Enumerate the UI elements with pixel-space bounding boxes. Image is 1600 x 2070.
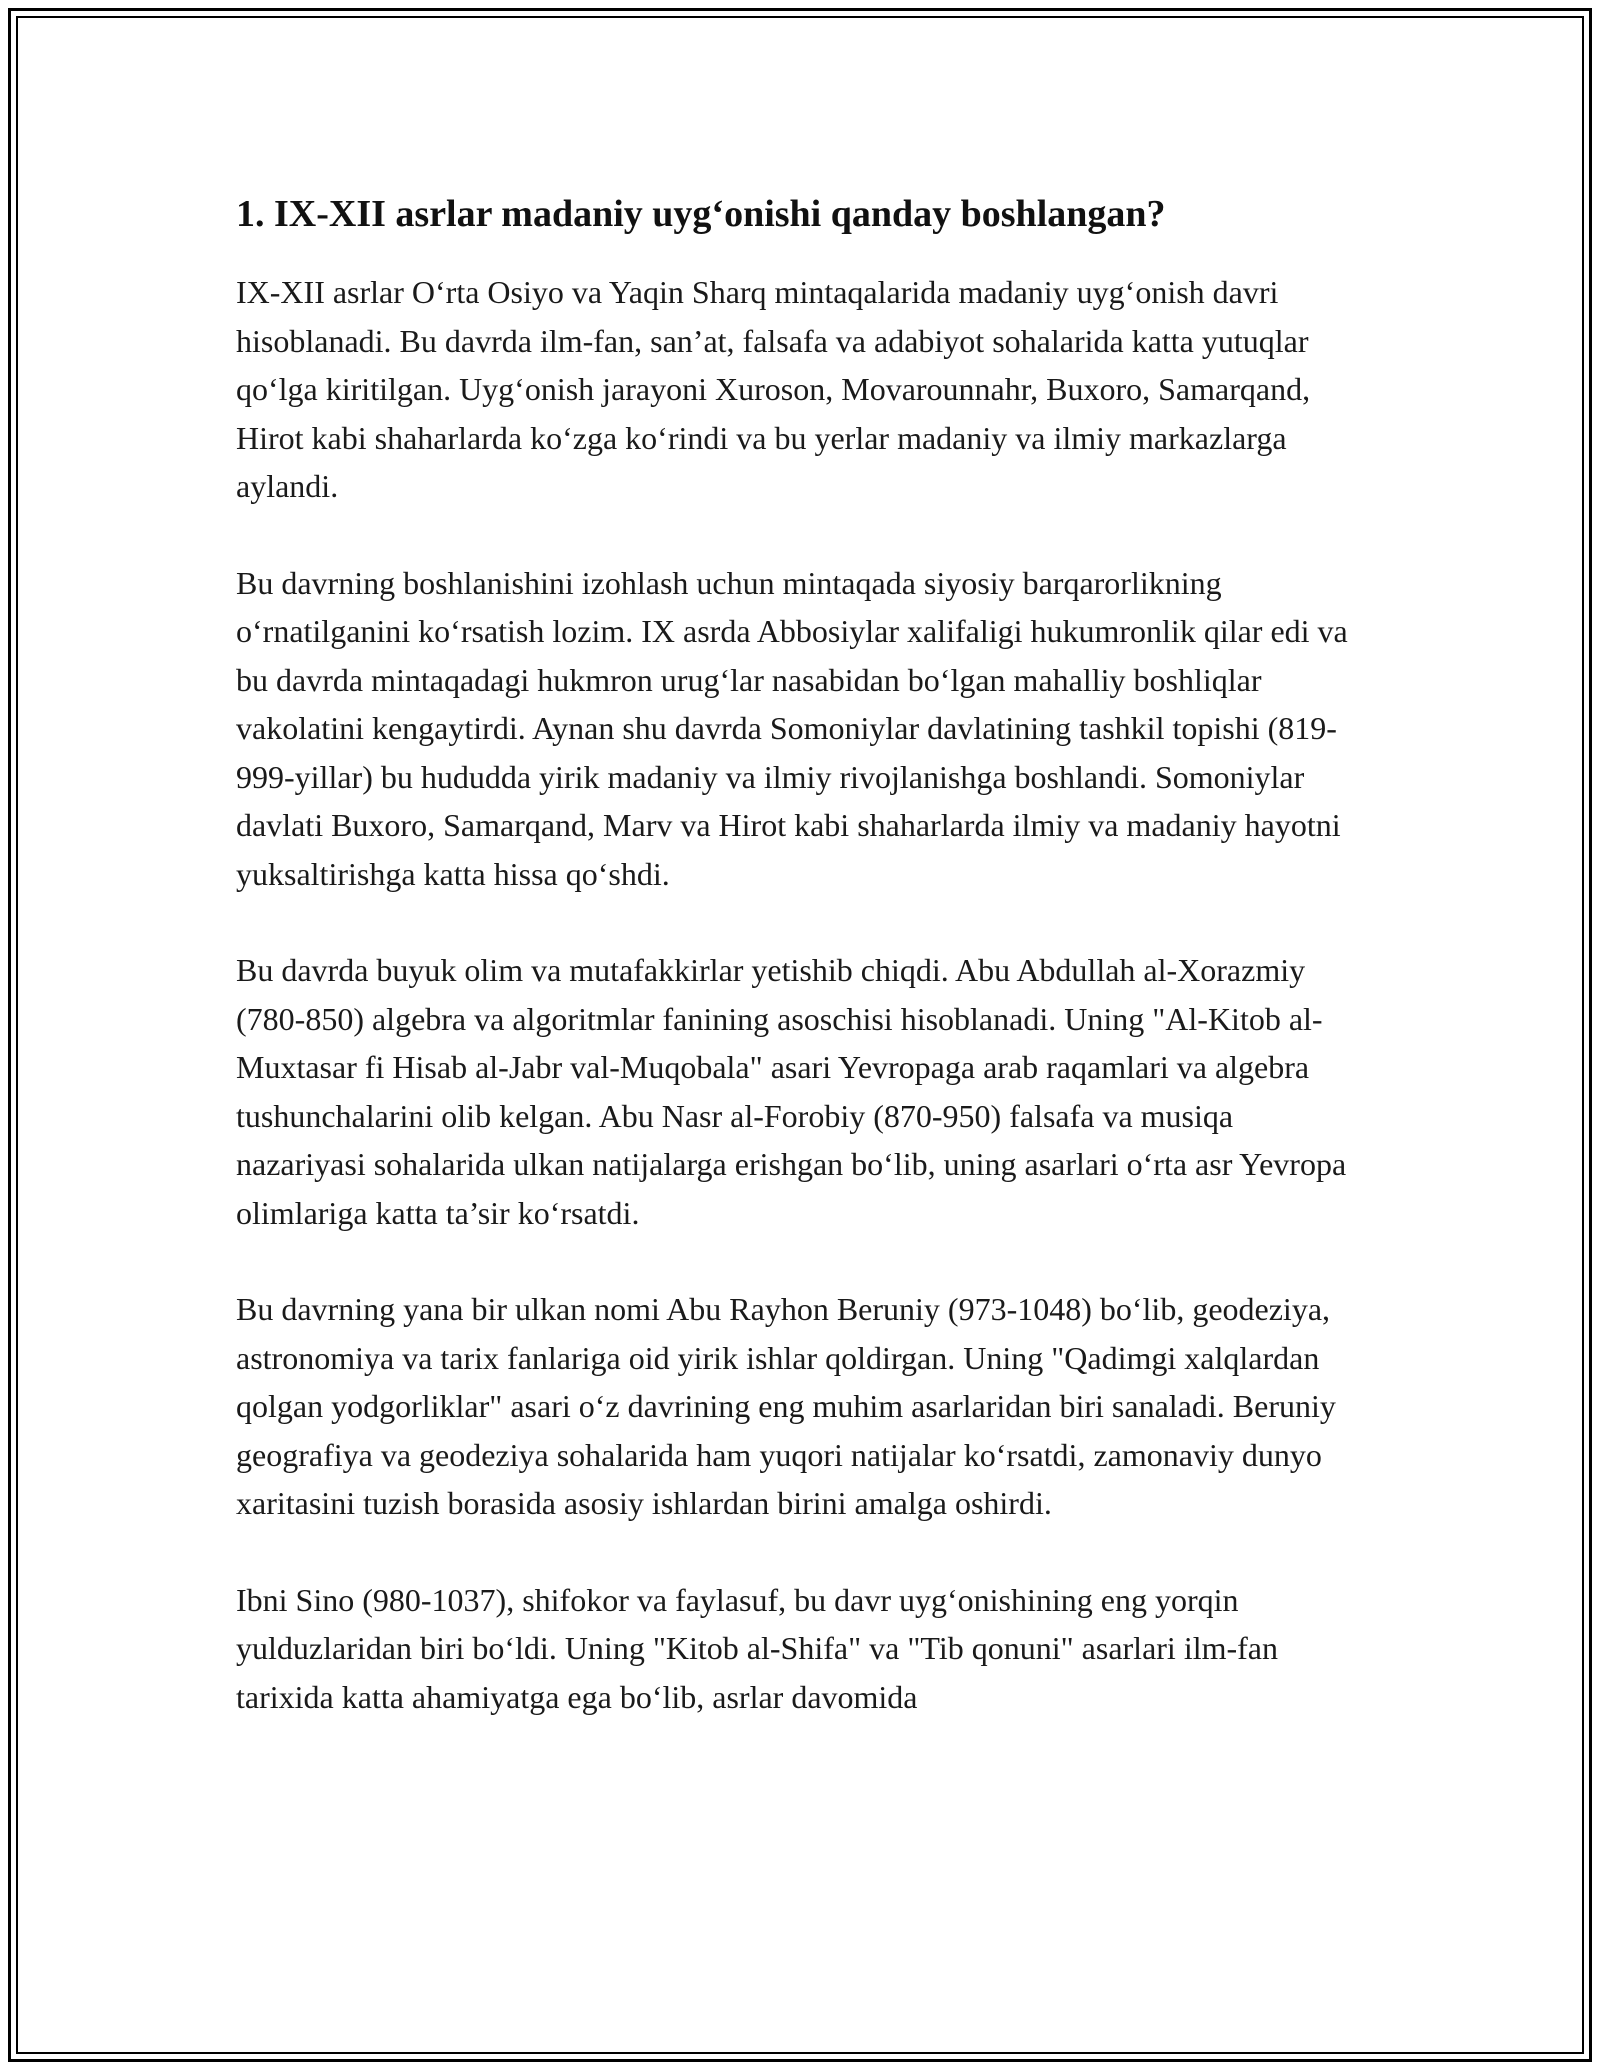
paragraph-scholars: Bu davrda buyuk olim va mutafakkirlar yetishib chiqdi. Abu Abdullah al-Xorazmiy (780-850) algebra va algoritmlar fanining asoschisi hisoblanadi. Uning "Al-Kitob al-Muxtasar fi Hisab al-Jabr val-Muqobala" asari Yevropaga arab raqamlari va algebra tushunchalarini olib kelgan. Abu Nasr al-Forobiy (870-950) falsafa va musiqa nazariyasi sohalarida ulkan natijalarga erishgan bo‘lib, uning asarlari o‘rta asr Yevropa olimlariga katta ta’sir ko‘rsatdi. xyxy=(236,952,1347,1231)
paragraph-beruniy: Bu davrning yana bir ulkan nomi Abu Rayhon Beruniy (973-1048) bo‘lib, geodeziya, astronomiya va tarix fanlariga oid yirik ishlar qoldirgan. Uning "Qadimgi xalqlardan qolgan yodgorliklar" asari o‘z davrining eng muhim asarlaridan biri sanaladi. Beruniy geografiya va geodeziya sohalarida ham yuqori natijalar ko‘rsatdi, zamonaviy dunyo xaritasini tuzish borasida asosiy ishlardan birini amalga oshirdi. xyxy=(236,1291,1336,1521)
paragraph-ibn-sino: Ibni Sino (980-1037), shifokor va faylasuf, bu davr uyg‘onishining eng yorqin yulduzlaridan biri bo‘ldi. Uning "Kitob al-Shifa" va "Tib qonuni" asarlari ilm-fan tarixida katta ahamiyatga ega bo‘lib, asrlar davomida xyxy=(236,1581,1278,1715)
document-body xyxy=(236,186,1370,1769)
paragraph-intro: IX-XII asrlar O‘rta Osiyo va Yaqin Sharq mintaqalarida madaniy uyg‘onish davri hisoblanadi. Bu davrda ilm-fan, san’at, falsafa va adabiyot sohalarida katta yutuqlar qo‘lga kiritilgan. Uyg‘onish jarayoni Xuroson, Movarounnahr, Buxoro, Samarqand, Hirot kabi shaharlarda ko‘zga ko‘rindi va bu yerlar madaniy va ilmiy markazlarga aylandi. xyxy=(236,274,1311,504)
section-heading: 1. IX-XII asrlar madaniy uyg‘onishi qanday boshlangan? xyxy=(236,193,1166,235)
paragraph-political-context: Bu davrning boshlanishini izohlash uchun mintaqada siyosiy barqarorlikning o‘rnatilganini ko‘rsatish lozim. IX asrda Abbosiylar xalifaligi hukumronlik qilar edi va bu davrda mintaqadagi hukmron urug‘lar nasabidan bo‘lgan mahalliy boshliqlar vakolatini kengaytirdi. Aynan shu davrda Somoniylar davlatining tashkil topishi (819-999-yillar) bu hududda yirik madaniy va ilmiy rivojlanishga boshlandi. Somoniylar davlati Buxoro, Samarqand, Marv va Hirot kabi shaharlarda ilmiy va madaniy hayotni yuksaltirishga katta hissa qo‘shdi. xyxy=(236,564,1348,892)
